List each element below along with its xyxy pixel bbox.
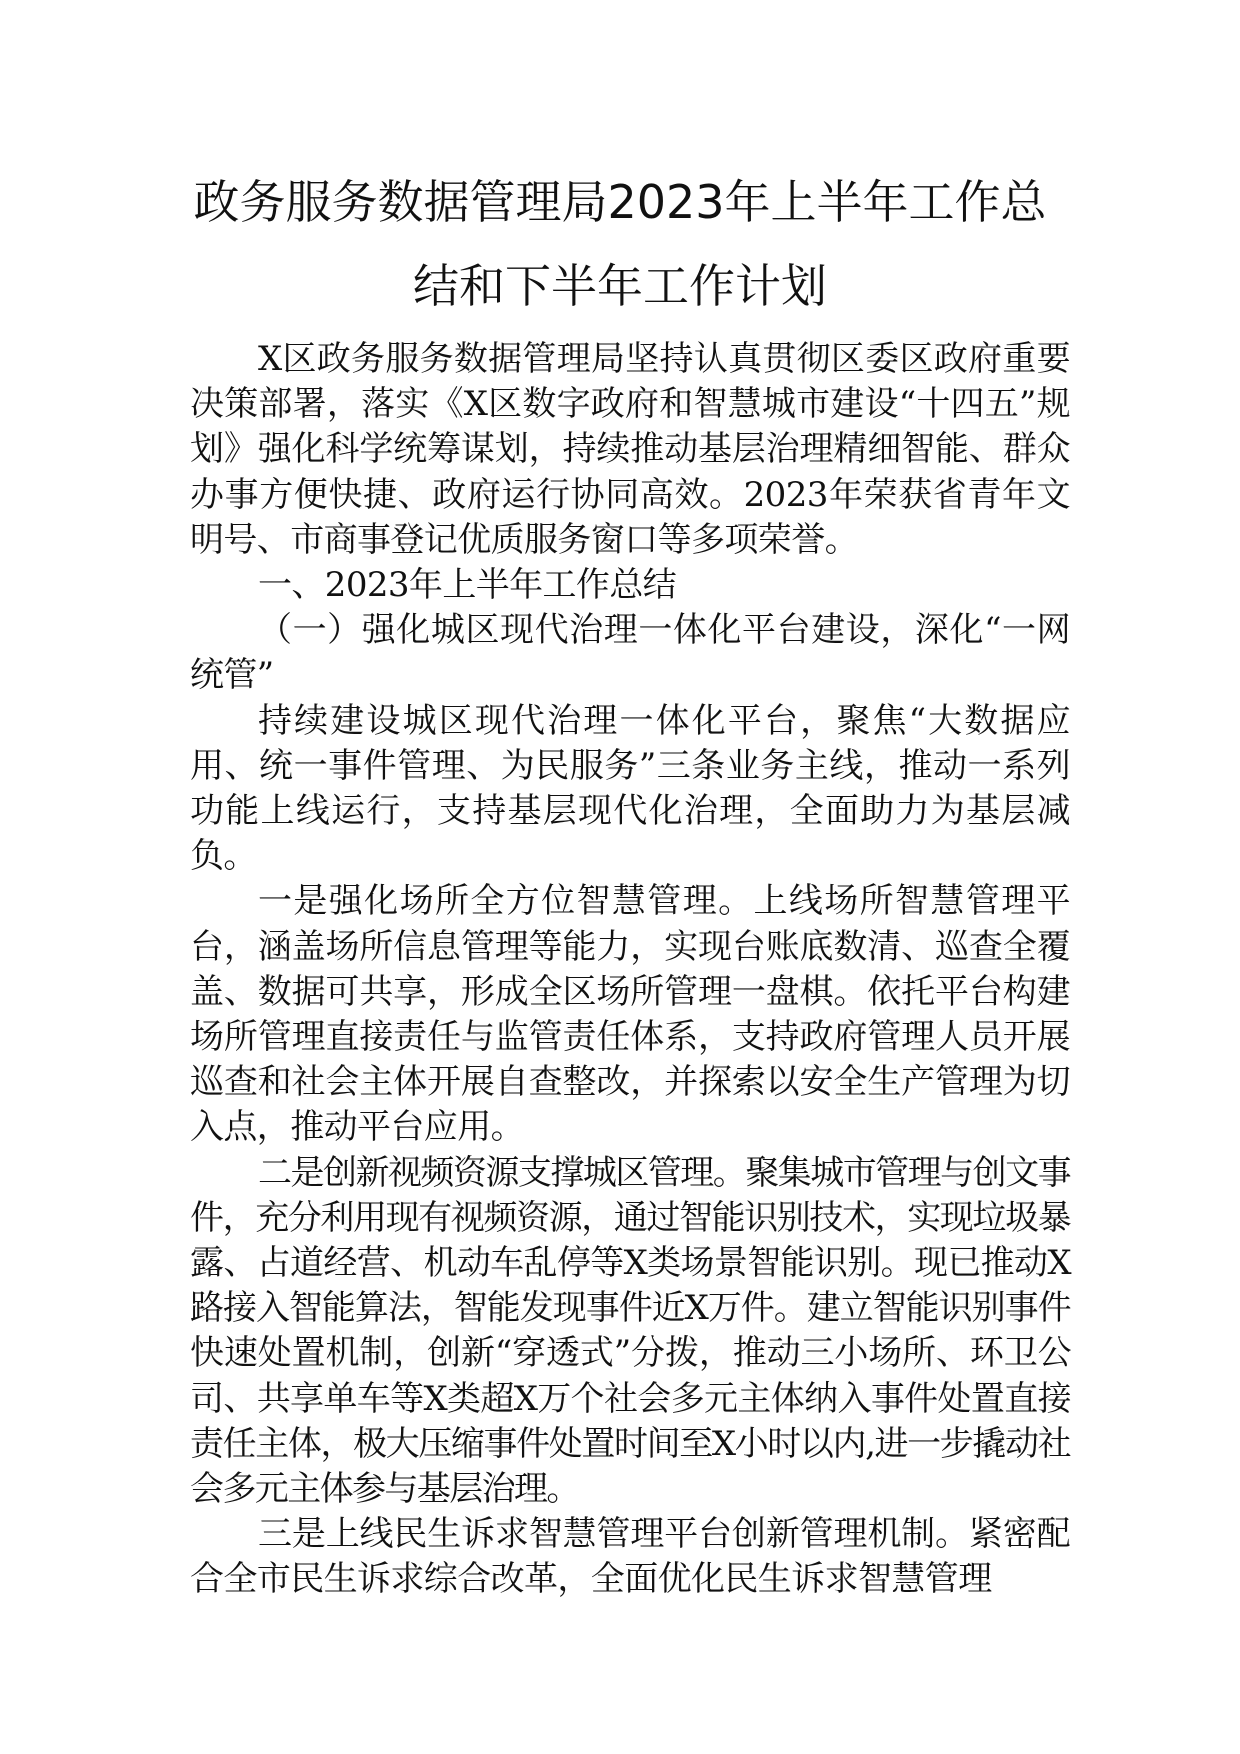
body-paragraph: 一是强化场所全方位智慧管理。上线场所智慧管理平台，涵盖场所信息管理等能力，实现台账底数清、巡查全覆盖、数据可共享，形成全区场所管理一盘棋。依托平台构建场所管理直接责任与监管责任体系，支持政府管理人员开展巡查和社会主体开展自查整改，并探索以安全生产管理为切入点，推动平台应用。: [190, 881, 1070, 1148]
document-body: [190, 337, 1070, 1603]
document-title-line-2: 结和下半年工作计划: [413, 259, 827, 313]
subsection-heading-1: （一）强化城区现代治理一体化平台建设，深化“一网统管”: [190, 610, 1070, 696]
body-paragraph: 二是创新视频资源支撑城区管理。聚集城市管理与创文事件，充分利用现有视频资源，通过智能识别技术，实现垃圾暴露、占道经营、机动车乱停等X类场景智能识别。现已推动X路接入智能算法，智能发现事件近X万件。建立智能识别事件快速处置机制，创新“穿透式”分拨，推动三小场所、环卫公司、共享单车等X类超X万个社会多元主体纳入事件处置直接责任主体，极大压缩事件处置时间至X小时以内,进一步撬动社会多元主体参与基层治理。: [190, 1152, 1070, 1510]
intro-paragraph: X区政务服务数据管理局坚持认真贯彻区委区政府重要决策部署，落实《X区数字政府和智慧城市建设“十四五”规划》强化科学统筹谋划，持续推动基层治理精细智能、群众办事方便快捷、政府运行协同高效。2023年荣获省青年文明号、市商事登记优质服务窗口等多项荣誉。: [190, 339, 1070, 560]
document-title-line-1: 政务服务数据管理局2023年上半年工作总: [193, 175, 1047, 229]
body-paragraph: 持续建设城区现代治理一体化平台，聚焦“大数据应用、统一事件管理、为民服务”三条业务主线，推动一系列功能上线运行，支持基层现代化治理，全面助力为基层减负。: [190, 700, 1070, 877]
section-heading-1: 一、2023年上半年工作总结: [258, 565, 677, 606]
body-paragraph: 三是上线民生诉求智慧管理平台创新管理机制。紧密配合全市民生诉求综合改革，全面优化民生诉求智慧管理: [190, 1514, 1070, 1600]
